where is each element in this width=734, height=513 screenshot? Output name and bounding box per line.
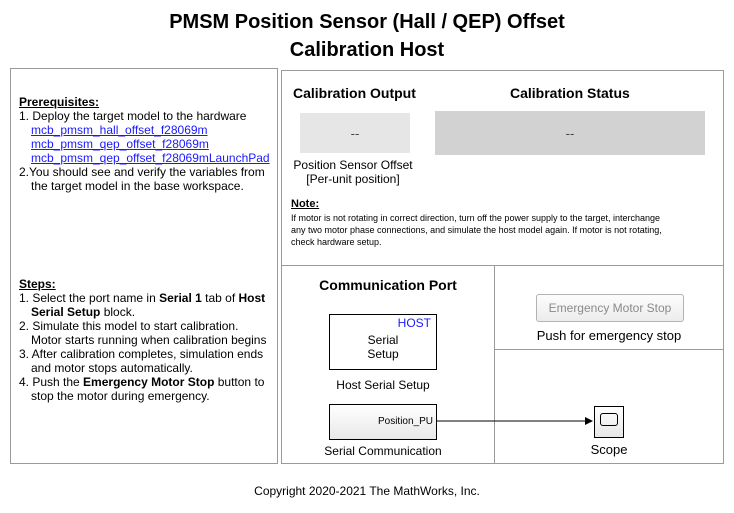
step-3b: and motor stops automatically. (31, 361, 193, 375)
note-line-2: any two motor phase connections, and simulate the host model again. If motor is not rotating, (291, 225, 662, 235)
status-display: -- (435, 111, 705, 155)
offset-label-line1: Position Sensor Offset (293, 158, 413, 172)
serial-communication-caption: Serial Communication (324, 444, 442, 458)
page-title-line1: PMSM Position Sensor (Hall / QEP) Offset (169, 11, 565, 33)
step-1a-text: 1. Select the port name in (19, 291, 160, 305)
note-line-1: If motor is not rotating in correct direction, turn off the power supply to the target, interchange (291, 213, 661, 223)
link-hall-offset-model[interactable]: mcb_pmsm_hall_offset_f28069m (31, 123, 208, 137)
host-serial-setup-caption: Host Serial Setup (336, 378, 430, 392)
offset-display: -- (300, 113, 410, 153)
steps-heading: Steps: (19, 277, 56, 291)
step-4a (19, 375, 264, 389)
step-4a-post: button to (214, 375, 265, 389)
calibration-status-heading: Calibration Status (510, 85, 630, 101)
calibration-panel (281, 70, 724, 266)
prereq-item-1: 1. Deploy the target model to the hardware (19, 109, 247, 123)
serial-communication-block[interactable] (329, 404, 437, 440)
step-1a-bold-serial1: Serial 1 (159, 291, 202, 305)
scope-block[interactable] (594, 406, 624, 438)
step-2a: 2. Simulate this model to start calibration. (19, 319, 239, 333)
scope-caption: Scope (590, 442, 628, 457)
step-1b (31, 305, 135, 319)
step-1a-mid: tab of (201, 291, 239, 305)
step-4a-bold: Emergency Motor Stop (83, 375, 215, 389)
link-qep-offset-model[interactable]: mcb_pmsm_qep_offset_f28069m (31, 137, 209, 151)
step-2b: Motor starts running when calibration begins (31, 333, 267, 347)
communication-port-heading: Communication Port (319, 277, 457, 293)
prerequisites-heading: Prerequisites: (19, 95, 100, 109)
note-line-3: check hardware setup. (291, 237, 382, 247)
step-1b-text: block. (100, 305, 136, 319)
page-title-line2: Calibration Host (289, 39, 445, 61)
prereq-item-2b: the target model in the base workspace. (31, 179, 244, 193)
offset-label-line2: [Per-unit position] (306, 172, 400, 186)
scope-screen-icon (600, 413, 618, 426)
step-4a-text: 4. Push the (19, 375, 84, 389)
link-qep-offset-launchpad-model[interactable]: mcb_pmsm_qep_offset_f28069mLaunchPad (31, 151, 270, 165)
step-3a: 3. After calibration completes, simulation ends (19, 347, 264, 361)
emergency-stop-caption: Push for emergency stop (536, 328, 682, 343)
communication-panel (281, 265, 495, 464)
scope-panel (494, 349, 724, 464)
note-heading: Note: (291, 198, 320, 210)
emergency-panel (494, 265, 724, 350)
step-1a (19, 291, 265, 305)
step-1b-bold: Serial Setup (31, 305, 101, 319)
emergency-motor-stop-button[interactable]: Emergency Motor Stop (536, 294, 684, 322)
instructions-panel (10, 68, 278, 464)
host-tag: HOST (397, 316, 431, 330)
serial-setup-line1: Serial (367, 333, 399, 347)
step-1a-bold-host: Host (238, 291, 266, 305)
step-4b: stop the motor during emergency. (31, 389, 210, 403)
position-pu-port-label: Position_PU (377, 416, 433, 427)
prereq-item-2a: 2.You should see and verify the variables from (19, 165, 265, 179)
host-serial-setup-block[interactable] (329, 314, 437, 370)
calibration-output-heading: Calibration Output (293, 85, 416, 101)
serial-setup-line2: Setup (367, 347, 399, 361)
copyright-footer: Copyright 2020-2021 The MathWorks, Inc. (254, 484, 480, 498)
